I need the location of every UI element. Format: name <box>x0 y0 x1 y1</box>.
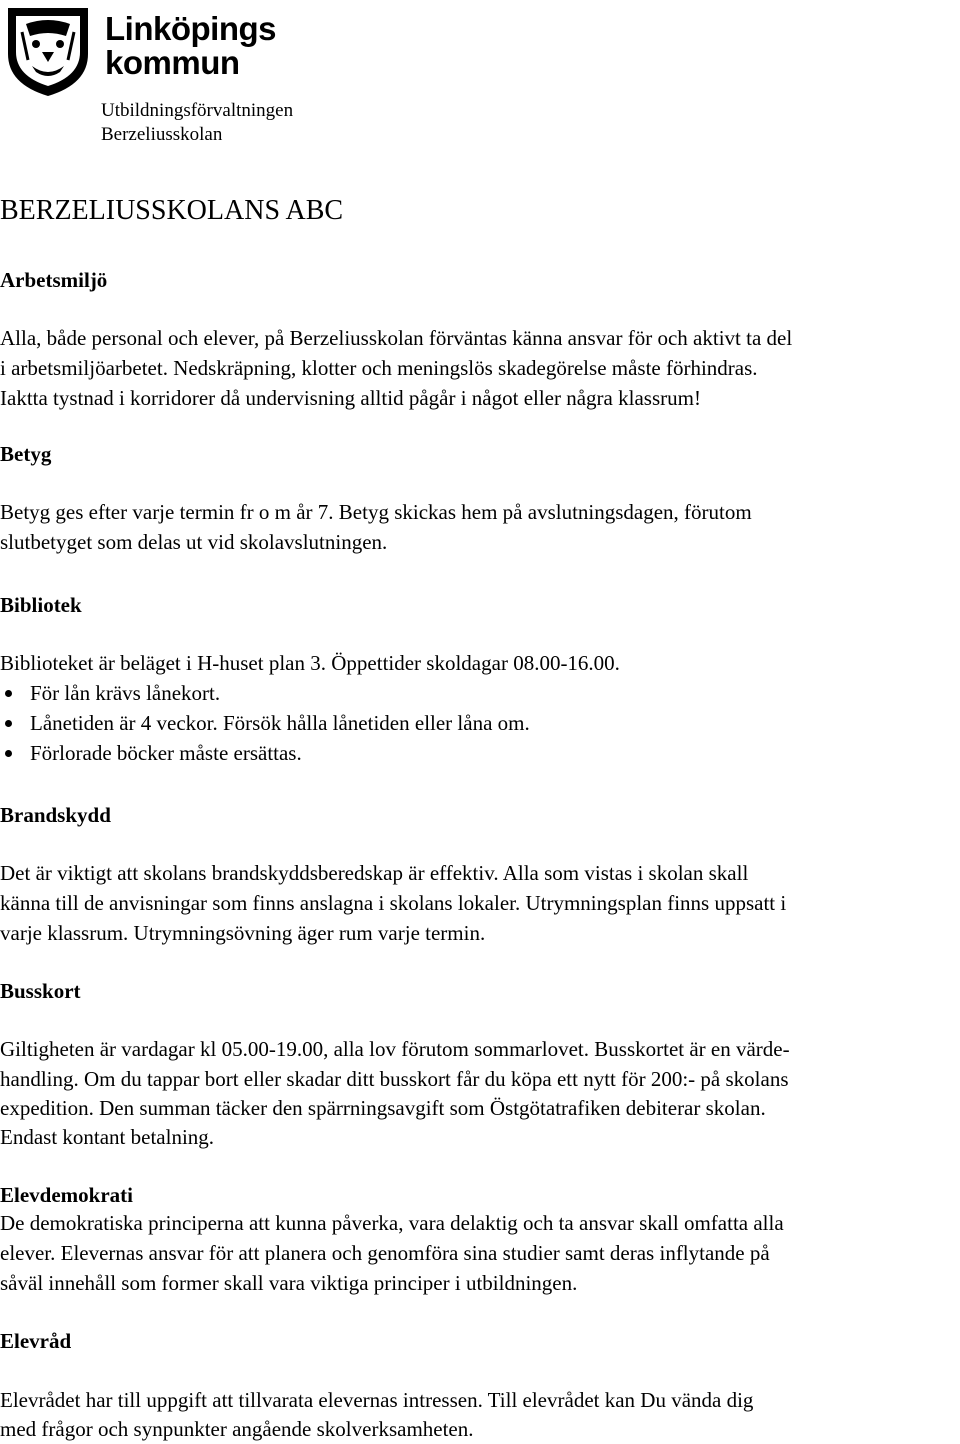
paragraph-line: Det är viktigt att skolans brandskyddsberedskap är effektiv. Alla som vistas i skolan skall <box>0 861 749 885</box>
paragraph-line: expedition. Den summan täcker den spärrningsavgift som Östgötatrafiken debiterar skolan. <box>0 1096 766 1120</box>
brand-line1: Linköpings <box>105 10 276 47</box>
paragraph-line: i arbetsmiljöarbetet. Nedskräpning, klotter och meningslös skadegörelse måste förhindras. <box>0 356 758 380</box>
paragraph-line: slutbetyget som delas ut vid skolavslutningen. <box>0 530 388 554</box>
paragraph-line: Biblioteket är beläget i H-huset plan 3. Öppettider skoldagar 08.00-16.00. <box>0 651 620 675</box>
organization <box>101 99 293 147</box>
paragraph-line: Alla, både personal och elever, på Berzeliusskolan förväntas känna ansvar för och aktivt ta del <box>0 326 793 350</box>
org-line1: Utbildningsförvaltningen <box>101 100 294 121</box>
paragraph-line: elever. Elevernas ansvar för att planera och genomföra sina studier samt deras inflytande på <box>0 1241 770 1265</box>
section-heading-arbetsmiljo: Arbetsmiljö <box>0 268 108 292</box>
list-item: Lånetiden är 4 veckor. Försök hålla lånetiden eller låna om. <box>0 708 530 738</box>
brand-name <box>105 12 276 80</box>
brand-line2: kommun <box>105 44 240 81</box>
paragraph-line: Endast kontant betalning. <box>0 1125 215 1149</box>
org-line2: Berzeliusskolan <box>101 124 223 145</box>
paragraph-line: varje klassrum. Utrymningsövning äger rum varje termin. <box>0 921 486 945</box>
paragraph-line: Giltigheten är vardagar kl 05.00-19.00, alla lov förutom sommarlovet. Busskortet är en värde- <box>0 1037 790 1061</box>
list-item: Förlorade böcker måste ersättas. <box>0 738 530 768</box>
paragraph-line: Elevrådet har till uppgift att tillvarata elevernas intressen. Till elevrådet kan Du vända dig <box>0 1388 754 1412</box>
paragraph-line: såväl innehåll som former skall vara viktiga principer i utbildningen. <box>0 1271 578 1295</box>
section-heading-betyg: Betyg <box>0 442 52 466</box>
list-item: För lån krävs lånekort. <box>0 678 530 708</box>
section-heading-brandskydd: Brandskydd <box>0 803 111 827</box>
section-heading-elevrad: Elevråd <box>0 1329 72 1353</box>
paragraph-line: handling. Om du tappar bort eller skadar ditt busskort får du köpa ett nytt för 200:- på skolans <box>0 1067 789 1091</box>
document-title: BERZELIUSSKOLANS ABC <box>0 195 344 226</box>
paragraph-line: Betyg ges efter varje termin fr o m år 7. Betyg skickas hem på avslutningsdagen, förutom <box>0 500 752 524</box>
paragraph-line: Iaktta tystnad i korridorer då undervisning alltid pågår i något eller några klassrum! <box>0 386 701 410</box>
lion-head-logo-icon <box>2 2 94 98</box>
section-heading-bibliotek: Bibliotek <box>0 593 82 617</box>
paragraph-line: känna till de anvisningar som finns anslagna i skolans lokaler. Utrymningsplan finns uppsatt i <box>0 891 787 915</box>
section-heading-elevdemokrati: Elevdemokrati <box>0 1183 133 1207</box>
paragraph-line: De demokratiska principerna att kunna påverka, vara delaktig och ta ansvar skall omfatta alla <box>0 1211 784 1235</box>
section-heading-busskort: Busskort <box>0 979 81 1003</box>
bibliotek-rules-list <box>0 678 530 768</box>
paragraph-line: med frågor och synpunkter angående skolverksamheten. <box>0 1417 474 1441</box>
